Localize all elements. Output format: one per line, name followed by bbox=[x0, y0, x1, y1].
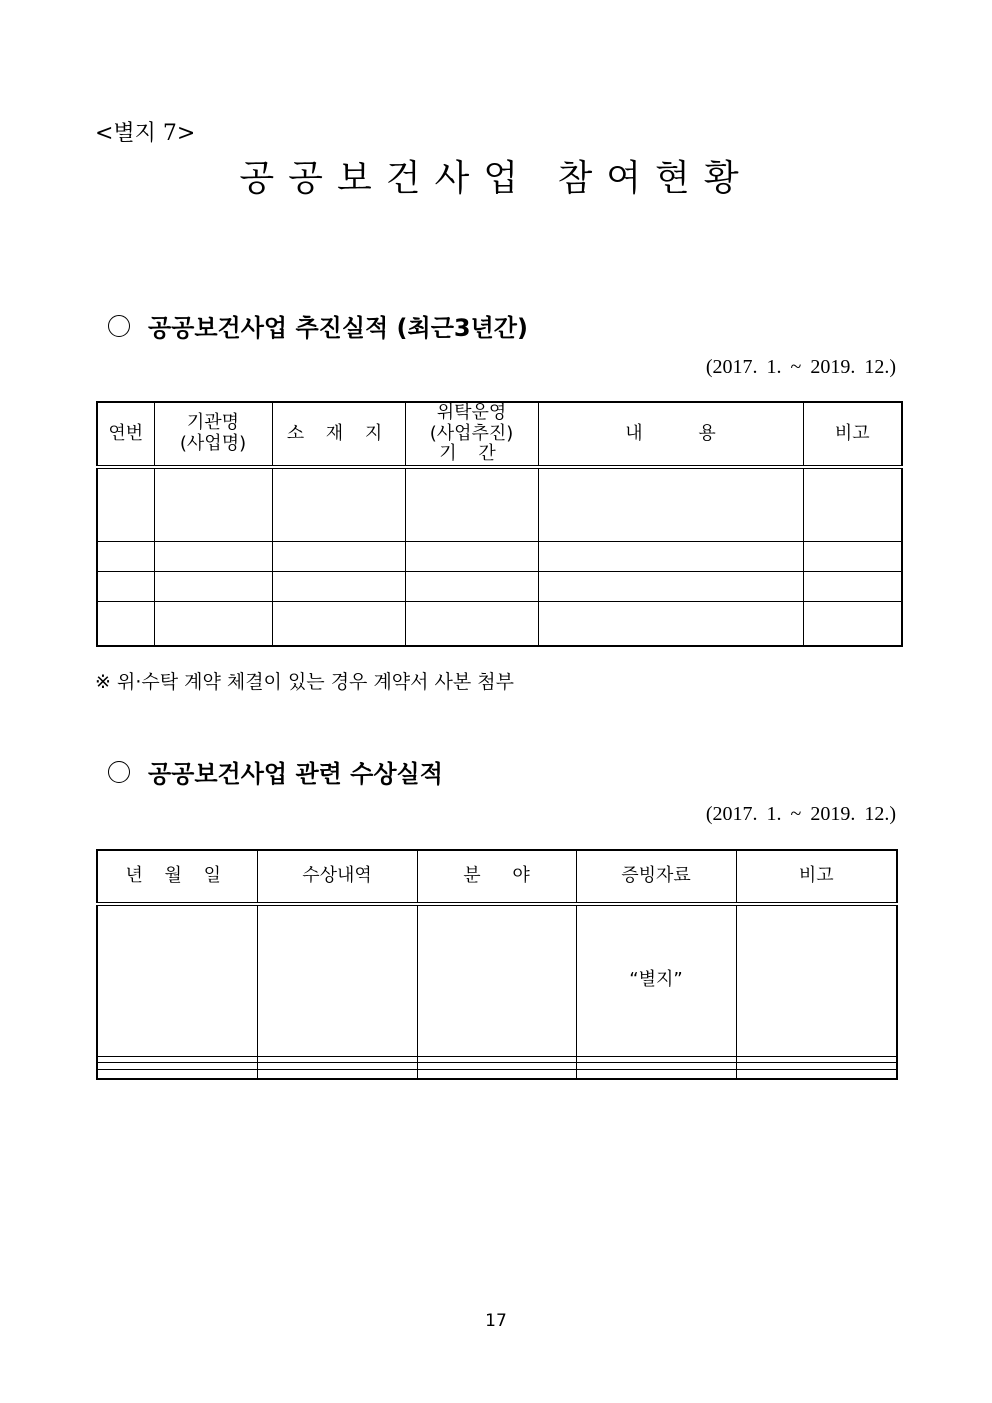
header-organization-line2: (사업명) bbox=[179, 433, 247, 455]
header-award: 수상내역 bbox=[257, 850, 417, 904]
header-field: 분 야 bbox=[417, 850, 576, 904]
table-cell[interactable] bbox=[405, 467, 538, 542]
table-row bbox=[97, 467, 902, 542]
table-cell[interactable] bbox=[154, 542, 272, 572]
table-cell[interactable] bbox=[257, 904, 417, 1056]
table-cell[interactable] bbox=[538, 467, 803, 542]
header-organization bbox=[154, 402, 272, 467]
header-seq: 연번 bbox=[97, 402, 154, 467]
table-cell[interactable] bbox=[272, 467, 405, 542]
table-row bbox=[97, 904, 897, 1056]
table-cell[interactable] bbox=[736, 1069, 897, 1079]
table-cell[interactable] bbox=[154, 467, 272, 542]
awards-table bbox=[96, 849, 898, 1080]
table-row bbox=[97, 601, 902, 646]
table-cell[interactable] bbox=[576, 1069, 736, 1079]
table-cell[interactable] bbox=[803, 467, 902, 542]
table-cell[interactable] bbox=[272, 542, 405, 572]
header-remarks: 비고 bbox=[736, 850, 897, 904]
header-remarks: 비고 bbox=[803, 402, 902, 467]
table-cell[interactable] bbox=[97, 467, 154, 542]
section2-period: (2017. 1. ~ 2019. 12.) bbox=[705, 803, 896, 825]
header-organization-line1: 기관명 bbox=[186, 412, 240, 434]
table-cell[interactable] bbox=[405, 571, 538, 601]
table-cell[interactable] bbox=[803, 542, 902, 572]
page-number: 17 bbox=[485, 1311, 507, 1331]
table-cell[interactable] bbox=[272, 601, 405, 646]
table-row bbox=[97, 1069, 897, 1079]
table-cell[interactable] bbox=[405, 542, 538, 572]
table-cell[interactable] bbox=[97, 1069, 257, 1079]
table-cell[interactable] bbox=[97, 542, 154, 572]
document-title: 공공보건사업 참여현황 bbox=[239, 158, 753, 199]
section2-heading bbox=[108, 754, 443, 789]
header-period-line1: 위탁운영 bbox=[436, 402, 507, 423]
circle-bullet-icon bbox=[108, 315, 130, 337]
table-cell[interactable] bbox=[538, 542, 803, 572]
table-cell[interactable] bbox=[538, 571, 803, 601]
contract-note: ※ 위·수탁 계약 체결이 있는 경우 계약서 사본 첨부 bbox=[95, 671, 515, 693]
table-cell[interactable] bbox=[97, 904, 257, 1056]
table-header-row bbox=[97, 850, 897, 904]
header-evidence: 증빙자료 bbox=[576, 850, 736, 904]
section1-heading-text: 공공보건사업 추진실적 (최근3년간) bbox=[148, 314, 528, 342]
table-cell[interactable] bbox=[405, 601, 538, 646]
table-cell[interactable] bbox=[417, 1069, 576, 1079]
table-cell[interactable] bbox=[538, 601, 803, 646]
attachment-label: <별지 7> bbox=[95, 121, 196, 146]
evidence-cell[interactable]: “별지” bbox=[576, 904, 736, 1056]
header-date: 년 월 일 bbox=[97, 850, 257, 904]
table-cell[interactable] bbox=[272, 571, 405, 601]
table-cell[interactable] bbox=[97, 601, 154, 646]
circle-bullet-icon bbox=[108, 761, 130, 783]
table-cell[interactable] bbox=[803, 601, 902, 646]
performance-table bbox=[96, 401, 903, 647]
header-period-line2: (사업추진) bbox=[429, 422, 514, 444]
table-cell[interactable] bbox=[417, 904, 576, 1056]
table-row bbox=[97, 571, 902, 601]
table-cell[interactable] bbox=[803, 571, 902, 601]
table-cell[interactable] bbox=[736, 904, 897, 1056]
table-header-row bbox=[97, 402, 902, 467]
table-cell[interactable] bbox=[97, 571, 154, 601]
table-row bbox=[97, 542, 902, 572]
header-period bbox=[405, 402, 538, 467]
section1-heading bbox=[108, 308, 528, 343]
table-cell[interactable] bbox=[257, 1069, 417, 1079]
header-location: 소 재 지 bbox=[272, 402, 405, 467]
table-cell[interactable] bbox=[154, 571, 272, 601]
header-content: 내 용 bbox=[538, 402, 803, 467]
header-period-line3: 기 간 bbox=[439, 443, 504, 465]
table-cell[interactable] bbox=[154, 601, 272, 646]
section1-period: (2017. 1. ~ 2019. 12.) bbox=[705, 356, 896, 378]
section2-heading-text: 공공보건사업 관련 수상실적 bbox=[148, 760, 443, 788]
